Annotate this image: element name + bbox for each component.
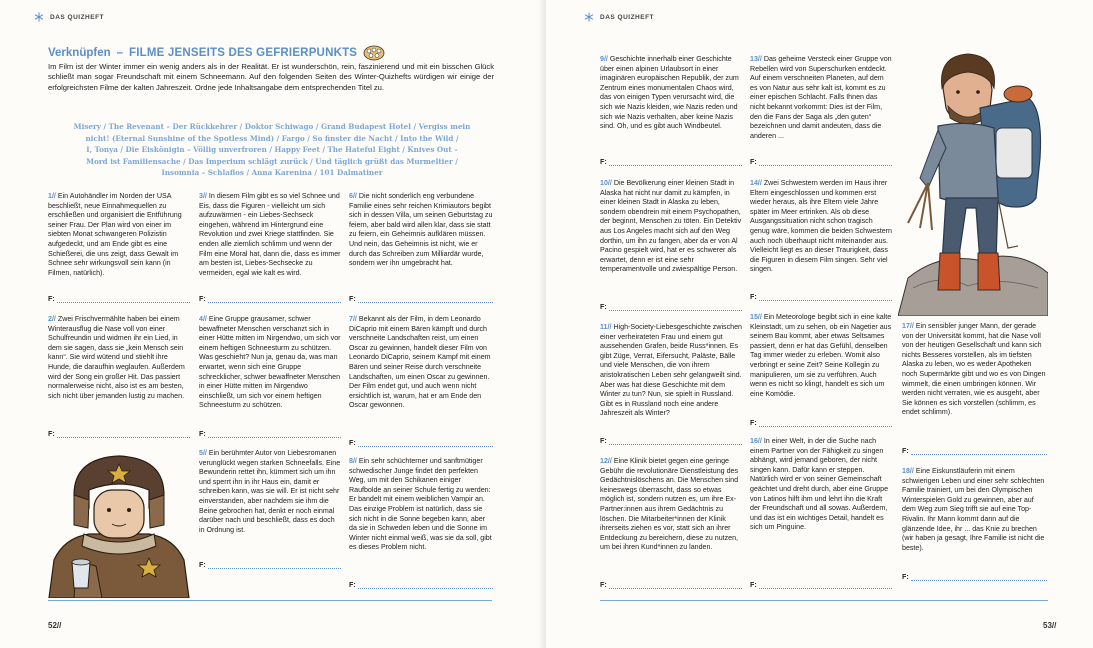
bottom-rule <box>48 600 492 601</box>
snowflake-icon <box>34 12 44 22</box>
page-number: 53// <box>1043 621 1057 630</box>
page-number: 52// <box>48 621 62 630</box>
question-7: 7// Bekannt als der Film, in dem Leonardo DiCaprio mit einem Bären kämpft und durch verschneite Landschaften reist, um einen Oscar zu gewinnen, handelt dieser Film von Leonardo DiCaprio, seinem Kampf mit einem Bären und seiner Reise durch verschneite Landschaften, um einen Oscar zu gewinnen. Der Film endet gut, und auch wenn nicht ersichtlich ist, warum, hat er am Ende den Oscar gewonnen. <box>349 315 491 410</box>
answer-field-18[interactable]: F: <box>902 572 1047 581</box>
answer-field-6[interactable]: F: <box>349 294 493 303</box>
snowflake-icon <box>584 12 594 22</box>
answer-field-7[interactable]: F: <box>349 438 493 447</box>
title-prefix: Verknüpfen <box>48 47 111 59</box>
police-officer-illustration <box>44 450 194 598</box>
movie-line: Misery / The Revenant – Der Rückkehrer / Doktor Schiwago / Grand Budapest Hotel / Vergiss mein <box>73 122 471 131</box>
question-1: 1// Ein Autohändler im Norden der USA beschließt, neue Einnahmequellen zu erschließen und organisiert die Entführung seiner Frau. Der Plan wird von einer im siebten Monat schwangeren Polizistin aufgedeckt, und am Ende gibt es eine Schießerei, die uns zeigt, dass Gewalt im Schnee sehr wirkungsvoll sein kann (in Filmen, natürlich). <box>48 192 182 277</box>
bottom-rule <box>600 600 1048 601</box>
question-12: 12// Eine Klinik bietet gegen eine geringe Gebühr die revolutionäre Dienstleistung des Gedächtnislöschens an. Die Menschen sind keineswegs überrascht, dass so etwas möglich ist, sondern nutzen es, um ihre Ex-Partner:innen aus ihrem Gedächtnis zu löschen. Die Mitarbeiter*innen der Klinik ihrerseits ziehen es vor, statt sich an ihrer Entdeckung zu bereichern, diese zu nutzen, um bei ihren Kund*innen zu landen. <box>600 457 739 552</box>
answer-field-4[interactable]: F: <box>199 429 341 438</box>
movie-line: Insomnia – Schlaflos / Anna Karenina / 101 Dalmatiner <box>161 168 383 178</box>
question-6: 6// Die nicht sonderlich eng verbundene Familie eines sehr reichen Krimiautors begibt sich in dessen Villa, um seinen Geburtstag zu feiern, aber bald wird allen klar, dass sie statt zu feiern, ein Geheimnis aufklären müssen. Und nein, das Geheimnis ist nicht, wie er durch das Schreiben zum Milliardär wurde, sondern wer ihn umgebracht hat. <box>349 192 493 268</box>
page-title: Verknüpfen – FILME JENSEITS DES GEFRIERPUNKTS <box>48 45 385 61</box>
question-14: 14// Zwei Schwestern werden im Haus ihrer Eltern eingeschlossen und kommen erst wieder heraus, als ihre Eltern viele Jahre später im Meer ertrinken. Als ob diese Ausgangssituation nicht schon tragisch genug wäre, kommen die beiden Schwestern auch noch überhaupt nicht miteinander aus. Vielleicht liegt es an dieser Traurigkeit, dass die Figuren in diesem Film singen. Sehr viel singen. <box>750 179 892 274</box>
running-head-text: DAS QUIZHEFT <box>50 13 105 21</box>
question-9: 9// Geschichte innerhalb einer Geschichte über einen alpinen Urlaubsort in einer imaginären europäischen Republik, der zum Zentrum eines monumentalen Chaos wird, das von einigen Typen verursacht wird, die sich wie Nazis kleiden, wie Nazis reden und sich wie Nazis verhalten, aber keine Nazis sind. Oh, und es gibt auch Windbeutel. <box>600 55 739 131</box>
movie-line: nicht! (Eternal Sunshine of the Spotless Mind) / Fargo / So finster die Nacht / Into the Wild / <box>85 133 459 143</box>
question-4: 4// Eine Gruppe grausamer, schwer bewaffneter Menschen verschanzt sich in einer Hütte mitten im Nirgendwo, um sich vor einem heftigen Schneesturm zu schützen. Was geschieht? Nun ja, genau da, was man erwartet, wenn sich eine Gruppe schrecklicher, schwer bewaffneter Menschen in einer Hütte mitten im Nirgendwo einschließt, um sich vor einem heftigen Schneesturm zu schützen. <box>199 315 341 410</box>
running-head-text: DAS QUIZHEFT <box>600 13 655 21</box>
question-18: 18// Eine Eiskunstläuferin mit einem schwierigen Leben und einer sehr schlechten Familie trainiert, um bei den Olympischen Winterspielen Gold zu gewinnen, aber auf dem Weg zum Sieg trifft sie auf eine Top-Rivalin. Ihr Mann kommt dann auf die glänzende Idee, ihr ... das Knie zu brechen (wir haben ja gesagt, Ihre Familie ist nicht die beste). <box>902 467 1045 552</box>
answer-field-17[interactable]: F: <box>902 446 1047 455</box>
right-page <box>546 0 1093 648</box>
answer-field-2[interactable]: F: <box>48 429 190 438</box>
intro-text: Im Film ist der Winter immer ein wenig anders als in der Realität. Er ist wunderschön, rein, faszinierend und mit ein bisschen Glück schließt man sogar Freundschaft mit einem Schneemann. Auf den folgenden Seiten des Winter-Quizhefts würdigen wir einige der erfolgreichsten Filme der kalten Jahreszeit. Ordne jede Inhaltsangabe dem entsprechenden Titel zu. <box>48 62 494 92</box>
question-13: 13// Das geheime Versteck einer Gruppe von Rebellen wird von Superschurken entdeckt. Auf einem verschneiten Planeten, auf dem es von Natur aus sehr kalt ist, kommt es zu einer epischen Schlacht. Falls Ihnen das nicht bekannt vorkommt: Dies ist der Film, den die Fans der Saga als „den guten“ bezeichnen und damit andeuten, dass die anderen ... <box>750 55 892 140</box>
answer-field-13[interactable]: F: <box>750 157 892 166</box>
hiker-illustration <box>898 48 1048 316</box>
answer-field-16[interactable]: F: <box>750 580 892 589</box>
movie-line: Mord ist Familiensache / Das Imperium schlägt zurück / Und täglich grüßt das Murmeltier / <box>86 156 458 166</box>
movie-title-list <box>52 121 492 179</box>
answer-field-9[interactable]: F: <box>600 157 742 166</box>
question-2: 2// Zwei Frischvermählte haben bei einem Winterausflug die Nase voll von einer Schulfreundin und widmen ihr ein Lied, in dem sie sagen, dass sie „kein Mensch sein kann“. Sie wird wütend und stiehlt ihre Hunde, die daraufhin weglaufen. Außerdem wird der Song ein großer Hit. Das passiert normalerweise nicht, also ist es am besten, sich nicht über jemanden lustig zu machen. <box>48 315 185 400</box>
answer-field-5[interactable]: F: <box>199 560 341 569</box>
movie-line: I, Tonya / Die Eiskönigin – Völlig unverfroren / Happy Feet / The Hateful Eight / Knives Out – <box>86 145 458 155</box>
question-16: 16// In einer Welt, in der die Suche nach einem Partner von der Fähigkeit zu singen abhängt, wird jemand geboren, der nicht singen kann. Dafür kann er steppen. Natürlich wird er von seiner Gemeinschaft geächtet und dreht durch, aber eine Gruppe von Latinos hilft ihm und lehrt ihn die Kraft der Freundschaft und all sowas. Außerdem, und das ist ein wichtiges Detail, handelt es sich um Pinguine. <box>750 437 889 532</box>
question-5: 5// Ein berühmter Autor von Liebesromanen verunglückt wegen starken Schneefalls. Eine Bewunderin rettet ihn, kümmert sich um ihn und sperrt ihn in ihr Haus ein, damit er schreiben kann, was sie will. Er ist nicht sehr einverstanden, aber nachdem sie ihm die Beine gebrochen hat, denkt er noch einmal darüber nach und beschließt, dass es doch in Ordnung ist. <box>199 449 341 534</box>
running-head <box>34 12 104 22</box>
question-17: 17// Ein sensibler junger Mann, der gerade von der Universität kommt, hat die Nase voll von der heutigen Gesellschaft und kann sich nichts Besseres vorstellen, als im tiefsten Alaska zu leben, wo es weder Apotheken noch Supermärkte gibt und wo es von Dingen wimmelt, die einen umbringen können. Wir werden nicht verraten, wie es ausgeht, aber Sie können es sich vorstellen (schlimm, es endet schlimm). <box>902 322 1046 417</box>
answer-field-3[interactable]: F: <box>199 294 341 303</box>
answer-field-1[interactable]: F: <box>48 294 190 303</box>
left-page <box>0 0 546 648</box>
film-reel-icon <box>363 45 385 61</box>
title-rest: FILME JENSEITS DES GEFRIERPUNKTS <box>129 47 358 59</box>
answer-field-11[interactable]: F: <box>600 436 742 445</box>
question-10: 10// Die Bevölkerung einer kleinen Stadt in Alaska hat nicht nur damit zu kämpfen, in einer kleinen Stadt in Alaska zu leben, sondern obendrein mit einem Psychopathen, der beginnt, Menschen zu töten. Ein Detektiv aus Los Angeles macht sich auf den Weg dorthin, um ihn zu fangen, aber da er von Al Pacino gespielt wird, hat er es schwerer als erwartet, denn er ist eine sehr temperamentvolle und zwiespältige Person. <box>600 179 742 274</box>
answer-field-14[interactable]: F: <box>750 292 892 301</box>
answer-field-10[interactable]: F: <box>600 302 742 311</box>
answer-field-12[interactable]: F: <box>600 580 742 589</box>
question-11: 11// High-Society-Liebesgeschichte zwischen einer verheirateten Frau und einem gut aussehenden Grafen, beide Russ*innen. Es gibt Züge, Verrat, Eifersucht, Paläste, Bälle und viele Menschen, die von ihrem aristokratischen Leben sehr gelangweilt sind. Aber was hat diese Geschichte mit dem Winter zu tun? Nun, sie spielt in Russland. Gibt es in Russland noch eine andere Jahreszeit als Winter? <box>600 323 742 418</box>
running-head <box>584 12 654 22</box>
question-3: 3// In diesem Film gibt es so viel Schnee und Eis, dass die Figuren - vielleicht um sich aufzuwärmen - ein Liebes-Sechseck eingehen, während im Hintergrund eine Revolution und zwei Kriege stattfinden. Sie enden alle ziemlich schlimm und wenn der Film eine Moral hat, dann die, dass es immer am besten ist, Liebes-Sechsecke zu vermeiden, egal wie kalt es wird. <box>199 192 341 277</box>
question-8: 8// Ein sehr schüchterner und sanftmütiger schwedischer Junge findet den perfekten Weg, um mit den Schikanen einiger Raufbolde an seiner Schule fertig zu werden: Er bandelt mit einem weiblichen Vampir an. Das einzige Problem ist natürlich, dass sie sich nicht in die Sonne begeben kann, aber da sie in Schweden leben und die Sonne im Winter nicht einmal weiß, was sie da soll, gibt es dieses Problem nicht. <box>349 457 492 552</box>
answer-field-15[interactable]: F: <box>750 418 892 427</box>
question-15: 15// Ein Meteorologe begibt sich in eine kalte Kleinstadt, um zu sehen, ob ein Nagetier aus seinem Bau kommt, aber etwas Seltsames passiert, denn er hat das Gefühl, denselben Tag immer wieder zu erleben. Womit also verbringt er seine Zeit? Seine Kollegin zu manipulieren, um sie zu verführen. Auch wenn es nicht so klingt, handelt es sich um eine Komödie. <box>750 313 892 398</box>
answer-field-8[interactable]: F: <box>349 580 493 589</box>
